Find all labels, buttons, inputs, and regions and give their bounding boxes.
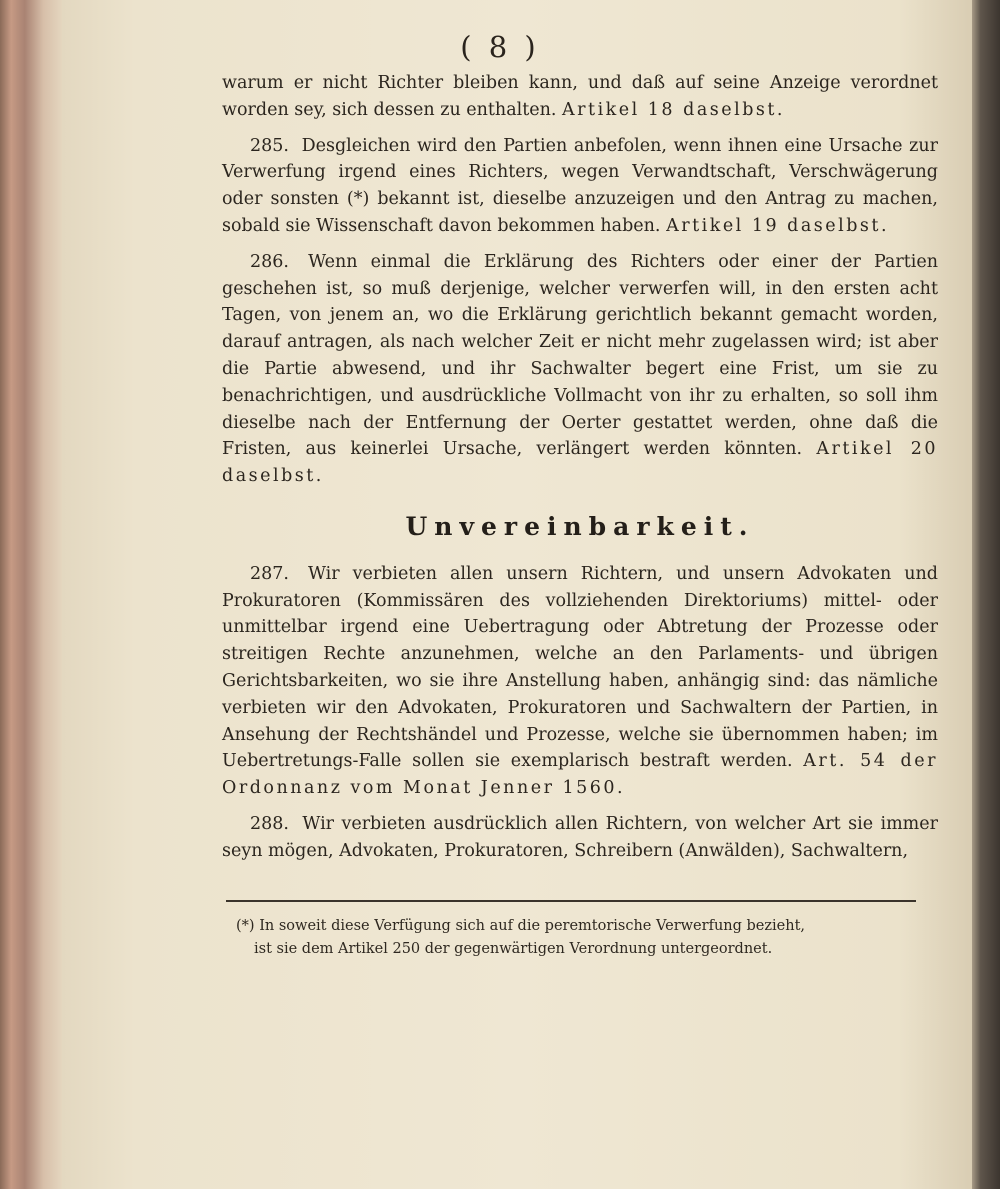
paragraph-text: warum er nicht Richter bleiben kann, und daß auf seine Anzeige verordnet worden sey, sich dessen zu enthalten.: [222, 73, 938, 120]
paragraph-text: Wir verbieten allen unsern Richtern, und unsern Advokaten und Prokuratoren (Kommissären des vollziehenden Direktoriums) mittel- oder unmittelbar irgend eine Uebertragung oder Abtretung der Prozesse oder streitigen Rechte anzunehmen, welche an den Parlaments- und übrigen Gerichtsbarkeiten, wo sie ihre Anstellung haben, anhängig sind: das nämliche verbieten wir den Advokaten, Prokuratoren und Sachwaltern der Partien, in Ansehung der Rechtshändel und Prozesse, welche sie übernommen haben; im Uebertretungs-Falle sollen sie exemplarisch bestraft werden.: [222, 563, 938, 772]
paragraph-285: [222, 133, 938, 240]
footnote-text: In soweit diese Verfügung sich auf die peremtorische Verwerfung bezieht,: [259, 918, 806, 934]
paragraph-number: 288.: [250, 813, 289, 834]
paragraph-citation: Art. 54 der Ordonnanz vom Monat Jenner 1560.: [222, 751, 938, 799]
page-body: [222, 70, 938, 874]
paragraph-citation: Artikel 19 daselbst.: [666, 215, 890, 236]
paragraph-number: 287.: [250, 563, 289, 584]
footnote-line: [236, 915, 920, 938]
page-number: ( 8 ): [460, 30, 540, 64]
paragraph-286: [222, 249, 938, 490]
paragraph-continued: [222, 70, 938, 124]
book-right-edge: [972, 0, 1000, 1189]
footnote-line: ist sie dem Artikel 250 der gegenwärtigen Verordnung untergeordnet.: [254, 941, 773, 957]
footnote-rule: [226, 900, 916, 902]
footnote-marker: (*): [236, 918, 255, 934]
paragraph-text: Wir verbieten ausdrücklich allen Richtern, von welcher Art sie immer seyn mögen, Advokaten, Prokuratoren, Schreibern (Anwälden), Sachwaltern,: [222, 813, 938, 861]
paragraph-number: 286.: [250, 251, 289, 272]
paragraph-text: Desgleichen wird den Partien anbefolen, wenn ihnen eine Ursache zur Verwerfung irgend eines Richters, wegen Verwandtschaft, Verschwägerung oder sonsten (*) bekannt ist, dieselbe anzuzeigen und den Antrag zu machen, sobald sie Wissenschaft davon bekommen haben.: [222, 135, 938, 236]
footnote: [236, 915, 920, 961]
section-heading: Unvereinbarkeit.: [405, 511, 755, 541]
paragraph-number: 285.: [250, 135, 289, 156]
paragraph-text: Wenn einmal die Erklärung des Richters oder einer der Partien geschehen ist, so muß derjenige, welcher verwerfen will, in den ersten acht Tagen, von jenem an, wo die Erklärung gerichtlich bekannt gemacht worden, darauf antragen, als nach welcher Zeit er nicht mehr zugelassen wird; ist aber die Partie abwesend, und ihr Sachwalter begert eine Frist, um sie zu benachrichtigen, und ausdrückliche Vollmacht von ihr zu erhalten, so soll ihm dieselbe nach der Entfernung der Oerter gestattet werden, ohne daß die Fristen, aus keinerlei Ursache, verlängert werden könnten.: [222, 251, 938, 460]
paragraph-citation: Artikel 18 daselbst.: [562, 99, 785, 120]
paragraph-citation: Artikel 20 daselbst.: [222, 439, 938, 487]
book-spine-edge: [0, 0, 62, 1189]
paragraph-287: [222, 561, 938, 802]
paragraph-288: [222, 811, 938, 865]
